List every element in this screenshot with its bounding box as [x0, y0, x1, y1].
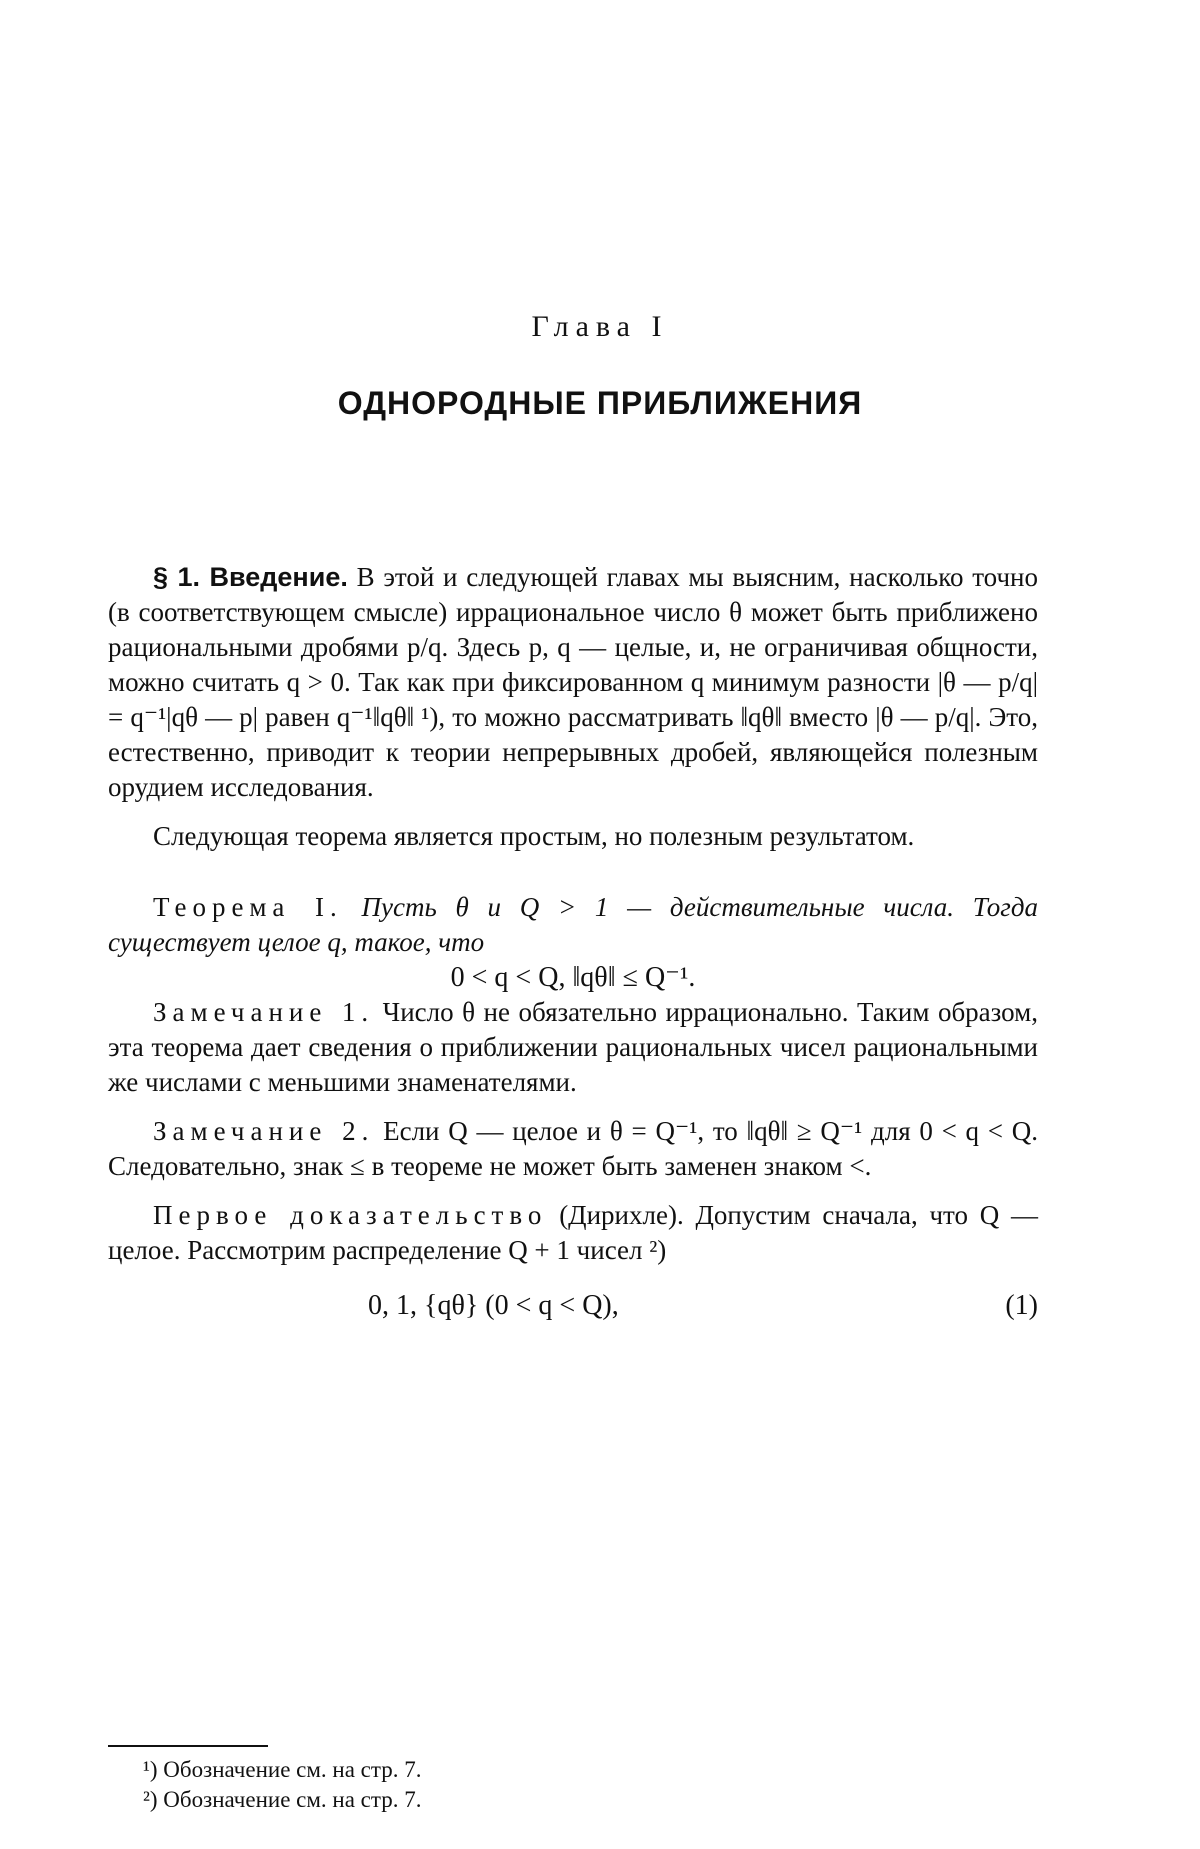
- chapter-title: ОДНОРОДНЫЕ ПРИБЛИЖЕНИЯ: [337, 385, 863, 421]
- remark1-text: Число θ не обязательно иррационально. Таким образом, эта теорема дает сведения о приближении рациональных чисел рациональными же числами с меньшими знаменателями.: [108, 997, 1038, 1097]
- theorem-statement: Пусть θ и Q > 1 — действительные числа. Тогда существует целое q, такое, что: [108, 892, 1039, 957]
- proof-paragraph: [108, 1198, 1038, 1268]
- lead-paragraph: Следующая теорема является простым, но полезным результатом.: [153, 821, 915, 851]
- remark2-paragraph: [108, 1114, 1038, 1184]
- distribution-formula: [108, 1286, 1038, 1330]
- intro-text: В этой и следующей главах мы выясним, насколько точно (в соответствующем смысле) иррациональное число θ может быть приближено рациональными дробями p/q. Здесь p, q — целые, и, не ограничивая общности, можно считать q > 0. Так как при фиксированном q минимум разности |θ — p/q| = q⁻¹|qθ — p| равен q⁻¹‖qθ‖ ¹), то можно рассматривать ‖qθ‖ вместо |θ — p/q|. Это, естественно, приводит к теории непрерывных дробей, являющейся полезным орудием исследования.: [108, 562, 1039, 802]
- remark2-label: Замечание 2.: [153, 1116, 375, 1146]
- remark1-label: Замечание 1.: [153, 997, 375, 1027]
- chapter-label: Глава I: [531, 310, 669, 343]
- theorem-label: Теорема I.: [153, 892, 343, 922]
- intro-paragraph: [108, 560, 1038, 805]
- section-heading: § 1. Введение.: [153, 562, 348, 592]
- proof-text: (Дирихле). Допустим сначала, что Q — целое. Рассмотрим распределение Q + 1 чисел ²): [108, 1200, 1039, 1265]
- remark1-paragraph: [108, 995, 1038, 1100]
- proof-label: Первое доказательство: [153, 1200, 548, 1230]
- theorem-paragraph: [108, 890, 1038, 960]
- formula-number: (1): [1005, 1290, 1038, 1321]
- remark2-text: Если Q — целое и θ = Q⁻¹, то ‖qθ‖ ≥ Q⁻¹ для 0 < q < Q. Следовательно, знак ≤ в теореме не может быть заменен знаком <.: [108, 1116, 1039, 1181]
- theorem-formula: 0 < q < Q, ‖qθ‖ ≤ Q⁻¹.: [450, 962, 696, 993]
- distribution-formula-expr: 0, 1, {qθ} (0 < q < Q),: [368, 1290, 619, 1321]
- footnote-2: ²) Обозначение см. на стр. 7.: [143, 1787, 422, 1812]
- footnotes: [143, 1755, 843, 1815]
- main-text: [108, 560, 1038, 1350]
- footnote-divider: [108, 1745, 268, 1747]
- footnote-1: ¹) Обозначение см. на стр. 7.: [143, 1757, 422, 1782]
